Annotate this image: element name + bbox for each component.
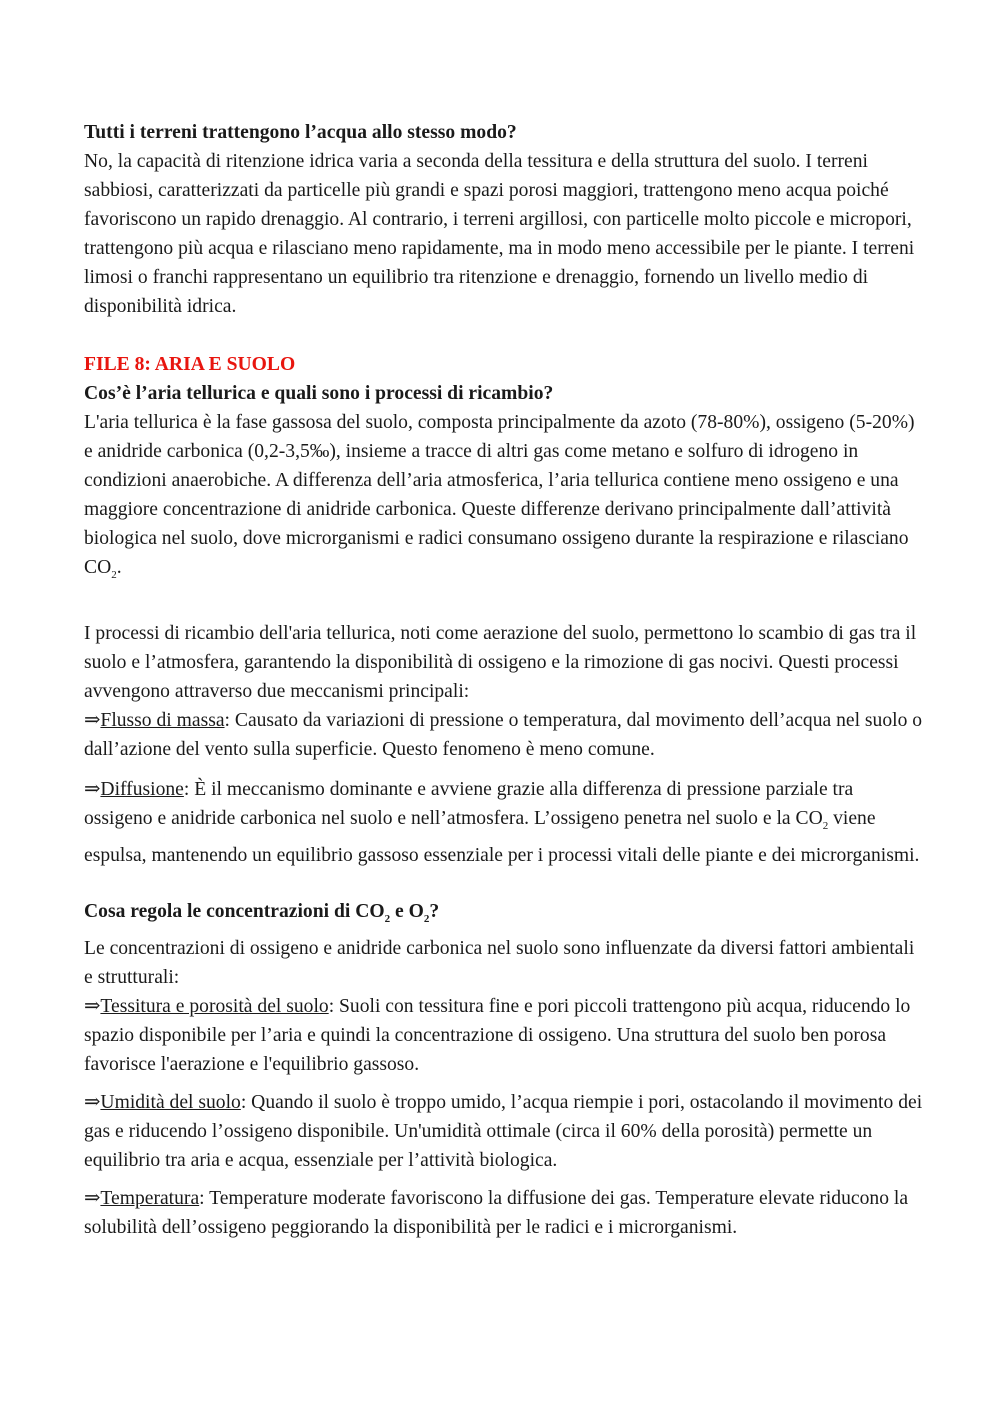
term-texture: Tessitura e porosità del suolo — [100, 995, 329, 1017]
subscript: 2 — [822, 819, 829, 832]
mass-flow-text: : Causato da variazioni di pressione o temperatura, dal movimento dell’acqua nel suolo o dall’azione del vento sulla superficie. Questo fenomeno è meno comune. — [84, 709, 923, 760]
spacer — [84, 764, 924, 775]
answer-water-retention: No, la capacità di ritenzione idrica varia a seconda della tessitura e della struttura del suolo. I terreni sabbiosi, caratterizzati da particelle più grandi e spazi porosi maggiori, trattengono meno acqua poiché favoriscono un rapido drenaggio. Al contrario, i terreni argillosi, con particelle molto piccole e micropori, trattengono più acqua e rilasciano meno rapidamente, ma in modo meno accessibile per le piante. I terreni limosi o franchi rappresentano un equilibrio tra ritenzione e drenaggio, fornendo un livello medio di disponibilità idrica. — [84, 151, 915, 317]
texture-text: : Suoli con tessitura fine e pori piccoli trattengono più acqua, riducendo lo spazio disponibile per l’aria e quindi la concentrazione di ossigeno. Una struttura del suolo ben porosa favorisce l'aerazione e l'equilibrio gassoso. — [84, 995, 911, 1075]
subscript: 2 — [423, 912, 430, 925]
list-item-diffusion — [84, 775, 924, 870]
arrow-icon: ⇒ — [84, 778, 101, 800]
arrow-icon: ⇒ — [84, 995, 101, 1017]
subscript: 2 — [111, 568, 117, 581]
file-title: FILE 8: ARIA E SUOLO — [84, 354, 296, 375]
list-item-humidity — [84, 1088, 924, 1175]
spacer — [84, 1079, 924, 1088]
term-humidity: Umidità del suolo — [100, 1091, 241, 1113]
question-gas-concentrations — [84, 897, 924, 934]
paragraph-soil-air-composition — [84, 408, 924, 590]
soil-air-text: L'aria tellurica è la fase gassosa del suolo, composta principalmente da azoto (78-80%), ossigeno (5-20%) e anidride carbonica (0,2-3,5‰), insieme a tracce di altri gas come metano e solfuro di idrogeno in condizioni anaerobiche. A differenza dell’aria atmosferica, l’aria tellurica contiene meno ossigeno e una maggiore concentrazione di anidride carbonica. Queste differenze derivano principalmente dall’attività biologica nel suolo, dove microrganismi e radici consumano ossigeno durante la respirazione e rilasciano CO — [84, 412, 915, 578]
diffusion-text: : È il meccanismo dominante e avviene grazie alla differenza di pressione parziale tra ossigeno e anidride carbonica nel suolo e nell’atmosfera. L’ossigeno penetra nel suolo e la CO — [84, 778, 854, 829]
list-item-temperature — [84, 1184, 924, 1242]
subscript: 2 — [384, 912, 391, 925]
term-temperature: Temperatura — [100, 1187, 200, 1209]
question-mark: ? — [429, 900, 440, 922]
spacer — [84, 1175, 924, 1184]
arrow-icon: ⇒ — [84, 1091, 101, 1113]
question-text: Cosa regola le concentrazioni di CO — [84, 900, 385, 922]
paragraph-aeration: I processi di ricambio dell'aria tellurica, noti come aerazione del suolo, permettono lo scambio di gas tra il suolo e l’atmosfera, garantendo la disponibilità di ossigeno e la rimozione di gas nocivi. Questi processi avvengono attraverso due meccanismi principali: — [84, 622, 917, 702]
paragraph-factors-intro: Le concentrazioni di ossigeno e anidride carbonica nel suolo sono influenzate da diversi fattori ambientali e strutturali: — [84, 937, 915, 988]
question-water-retention: Tutti i terreni trattengono l’acqua allo stesso modo? — [84, 122, 517, 143]
term-diffusion: Diffusione — [100, 778, 184, 800]
humidity-text: : Quando il suolo è troppo umido, l’acqua riempie i pori, ostacolando il movimento dei gas e riducendo l’ossigeno disponibile. Un'umidità ottimale (circa il 60% della porosità) permette un equilibrio tra aria e acqua, essenziale per l’attività biologica. — [84, 1091, 923, 1171]
term-mass-flow: Flusso di massa — [100, 709, 225, 731]
diffusion-text-end: viene espulsa, mantenendo un equilibrio gassoso essenziale per i processi vitali delle piante e dei microrganismi. — [84, 807, 920, 866]
list-item-texture — [84, 992, 924, 1079]
arrow-icon: ⇒ — [84, 709, 101, 731]
question-soil-air: Cos’è l’aria tellurica e quali sono i processi di ricambio? — [84, 383, 554, 404]
spacer — [84, 321, 924, 350]
document-page — [84, 118, 924, 1242]
list-item-mass-flow — [84, 706, 924, 764]
punctuation: . — [116, 557, 122, 578]
temperature-text: : Temperature moderate favoriscono la diffusione dei gas. Temperature elevate riducono la solubilità dell’ossigeno peggiorando la disponibilità per le radici e i microrganismi. — [84, 1187, 909, 1238]
spacer — [84, 590, 924, 619]
question-text: e O — [390, 900, 424, 922]
arrow-icon: ⇒ — [84, 1187, 101, 1209]
spacer — [84, 870, 924, 897]
